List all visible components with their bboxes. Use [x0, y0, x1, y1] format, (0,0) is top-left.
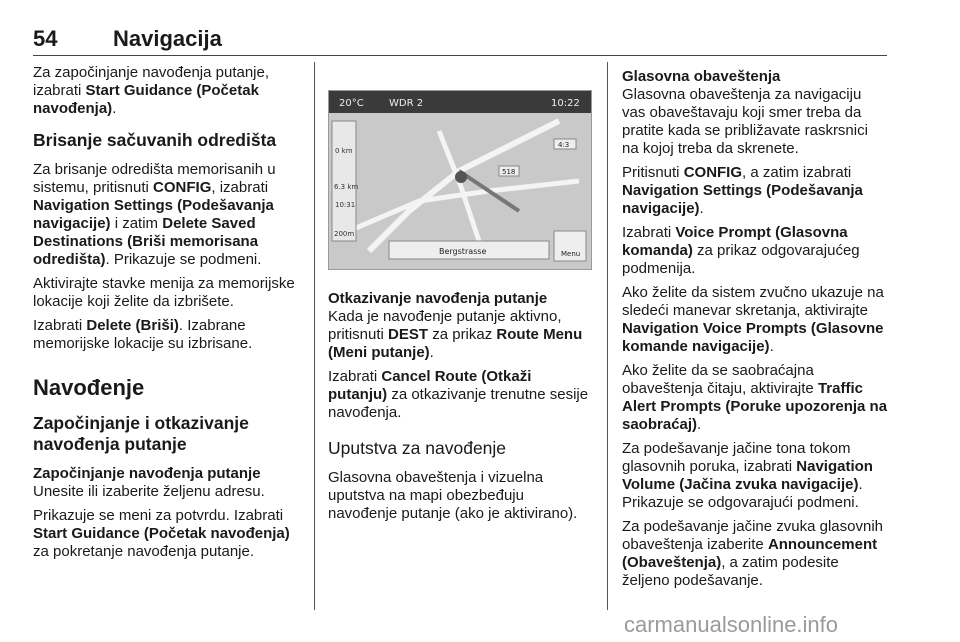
paragraph: Ako želite da sistem zvučno ukazuje na sledeći manevar skretanja, aktivirajte Navigation Voice Prompts (Glasovne komande navigacije). — [622, 284, 884, 355]
paragraph: Pritisnuti CONFIG, a zatim izabrati Navigation Settings (Podešavanja navigacije). — [622, 164, 863, 217]
paragraph: Prikazuje se meni za potvrdu. Izabrati Start Guidance (Početak navođenja) za pokretanje navođenja putanje. — [33, 507, 290, 560]
page-number: 54 — [33, 26, 58, 51]
svg-text:Menu: Menu — [561, 250, 581, 258]
paragraph: Izabrati Voice Prompt (Glasovna komanda) za prikaz odgovarajućeg podmenija. — [622, 224, 860, 277]
svg-text:10:31: 10:31 — [335, 201, 356, 209]
svg-text:518: 518 — [502, 168, 516, 176]
section-heading-delete: Brisanje sačuvanih odredišta — [33, 130, 277, 150]
paragraph: Aktivirajte stavke menija za memorijske lokacije koji želite da izbrišete. — [33, 275, 295, 310]
column-2 — [328, 64, 593, 529]
column-divider-2 — [607, 62, 608, 610]
svg-text:WDR 2: WDR 2 — [389, 98, 424, 109]
paragraph: Kada je navođenje putanje aktivno, pritisnuti DEST za prikaz Route Menu (Meni putanje). — [328, 308, 583, 361]
paragraph: Za brisanje odredišta memorisanih u sistemu, pritisnuti CONFIG, izabrati Navigation Settings (Podešavanja navigacije) i zatim Delete Saved Destinations (Briši memorisana odredišta). Prikazuje se podmeni. — [33, 161, 276, 268]
svg-text:0 km: 0 km — [335, 147, 353, 155]
paragraph: Za podešavanje jačine zvuka glasovnih obaveštenja izaberite Announcement (Obaveštenja), a zatim podesite željeno podešavanje. — [622, 518, 883, 589]
paragraph: Glasovna obaveštenja i vizuelna uputstva na mapi obezbeđuju navođenje putanje (ako je aktivirano). — [328, 469, 578, 522]
paragraph: Izabrati Delete (Briši). Izabrane memorijske lokacije su izbrisane. — [33, 317, 253, 352]
svg-text:6.3 km: 6.3 km — [334, 183, 359, 191]
column-1 — [33, 64, 303, 567]
svg-text:20°C: 20°C — [339, 98, 364, 109]
paragraph: Unesite ili izaberite željenu adresu. — [33, 483, 265, 500]
page-header — [33, 26, 887, 54]
subheading-start: Započinjanje navođenja putanje — [33, 465, 261, 482]
paragraph: Za započinjanje navođenja putanje, izabrati Start Guidance (Početak navođenja). — [33, 64, 270, 117]
paragraph: Glasovna obaveštenja za navigaciju vas obaveštavaju koji smer treba da pratite kada se približavate raskrsnici na kojoj treba da skrenete. — [622, 86, 868, 157]
paragraph: Za podešavanje jačine tona tokom glasovnih poruka, izabrati Navigation Volume (Jačina zvuka navigacije). Prikazuje se odgovarajući podmeni. — [622, 440, 873, 511]
watermark: carmanualsonline.info — [624, 612, 839, 637]
header-divider — [33, 55, 887, 56]
column-divider-1 — [314, 62, 315, 610]
subheading-voice: Glasovna obaveštenja — [622, 68, 781, 85]
svg-text:Bergstrasse: Bergstrasse — [439, 247, 487, 256]
section-heading-instructions: Uputstva za navođenje — [328, 438, 507, 458]
paragraph: Ako želite da se saobraćajna obaveštenja čitaju, aktivirajte Traffic Alert Prompts (Poruke upozorenja na saobraćaj). — [622, 362, 888, 433]
svg-text:200m: 200m — [334, 230, 355, 238]
paragraph: Izabrati Cancel Route (Otkaži putanju) za otkazivanje trenutne sesije navođenja. — [328, 368, 589, 421]
section-heading-start-cancel: Započinjanje i otkazivanje navođenja putanje — [33, 413, 249, 454]
page-title: Navigacija — [113, 26, 222, 51]
subheading-cancel: Otkazivanje navođenja putanje — [328, 290, 548, 307]
svg-text:4:3: 4:3 — [558, 141, 570, 149]
chapter-heading-navigation: Navođenje — [33, 375, 145, 400]
svg-text:10:22: 10:22 — [551, 98, 580, 109]
map-screen-icon — [329, 91, 591, 269]
navigation-map-screenshot — [328, 90, 592, 270]
column-3 — [622, 64, 888, 596]
